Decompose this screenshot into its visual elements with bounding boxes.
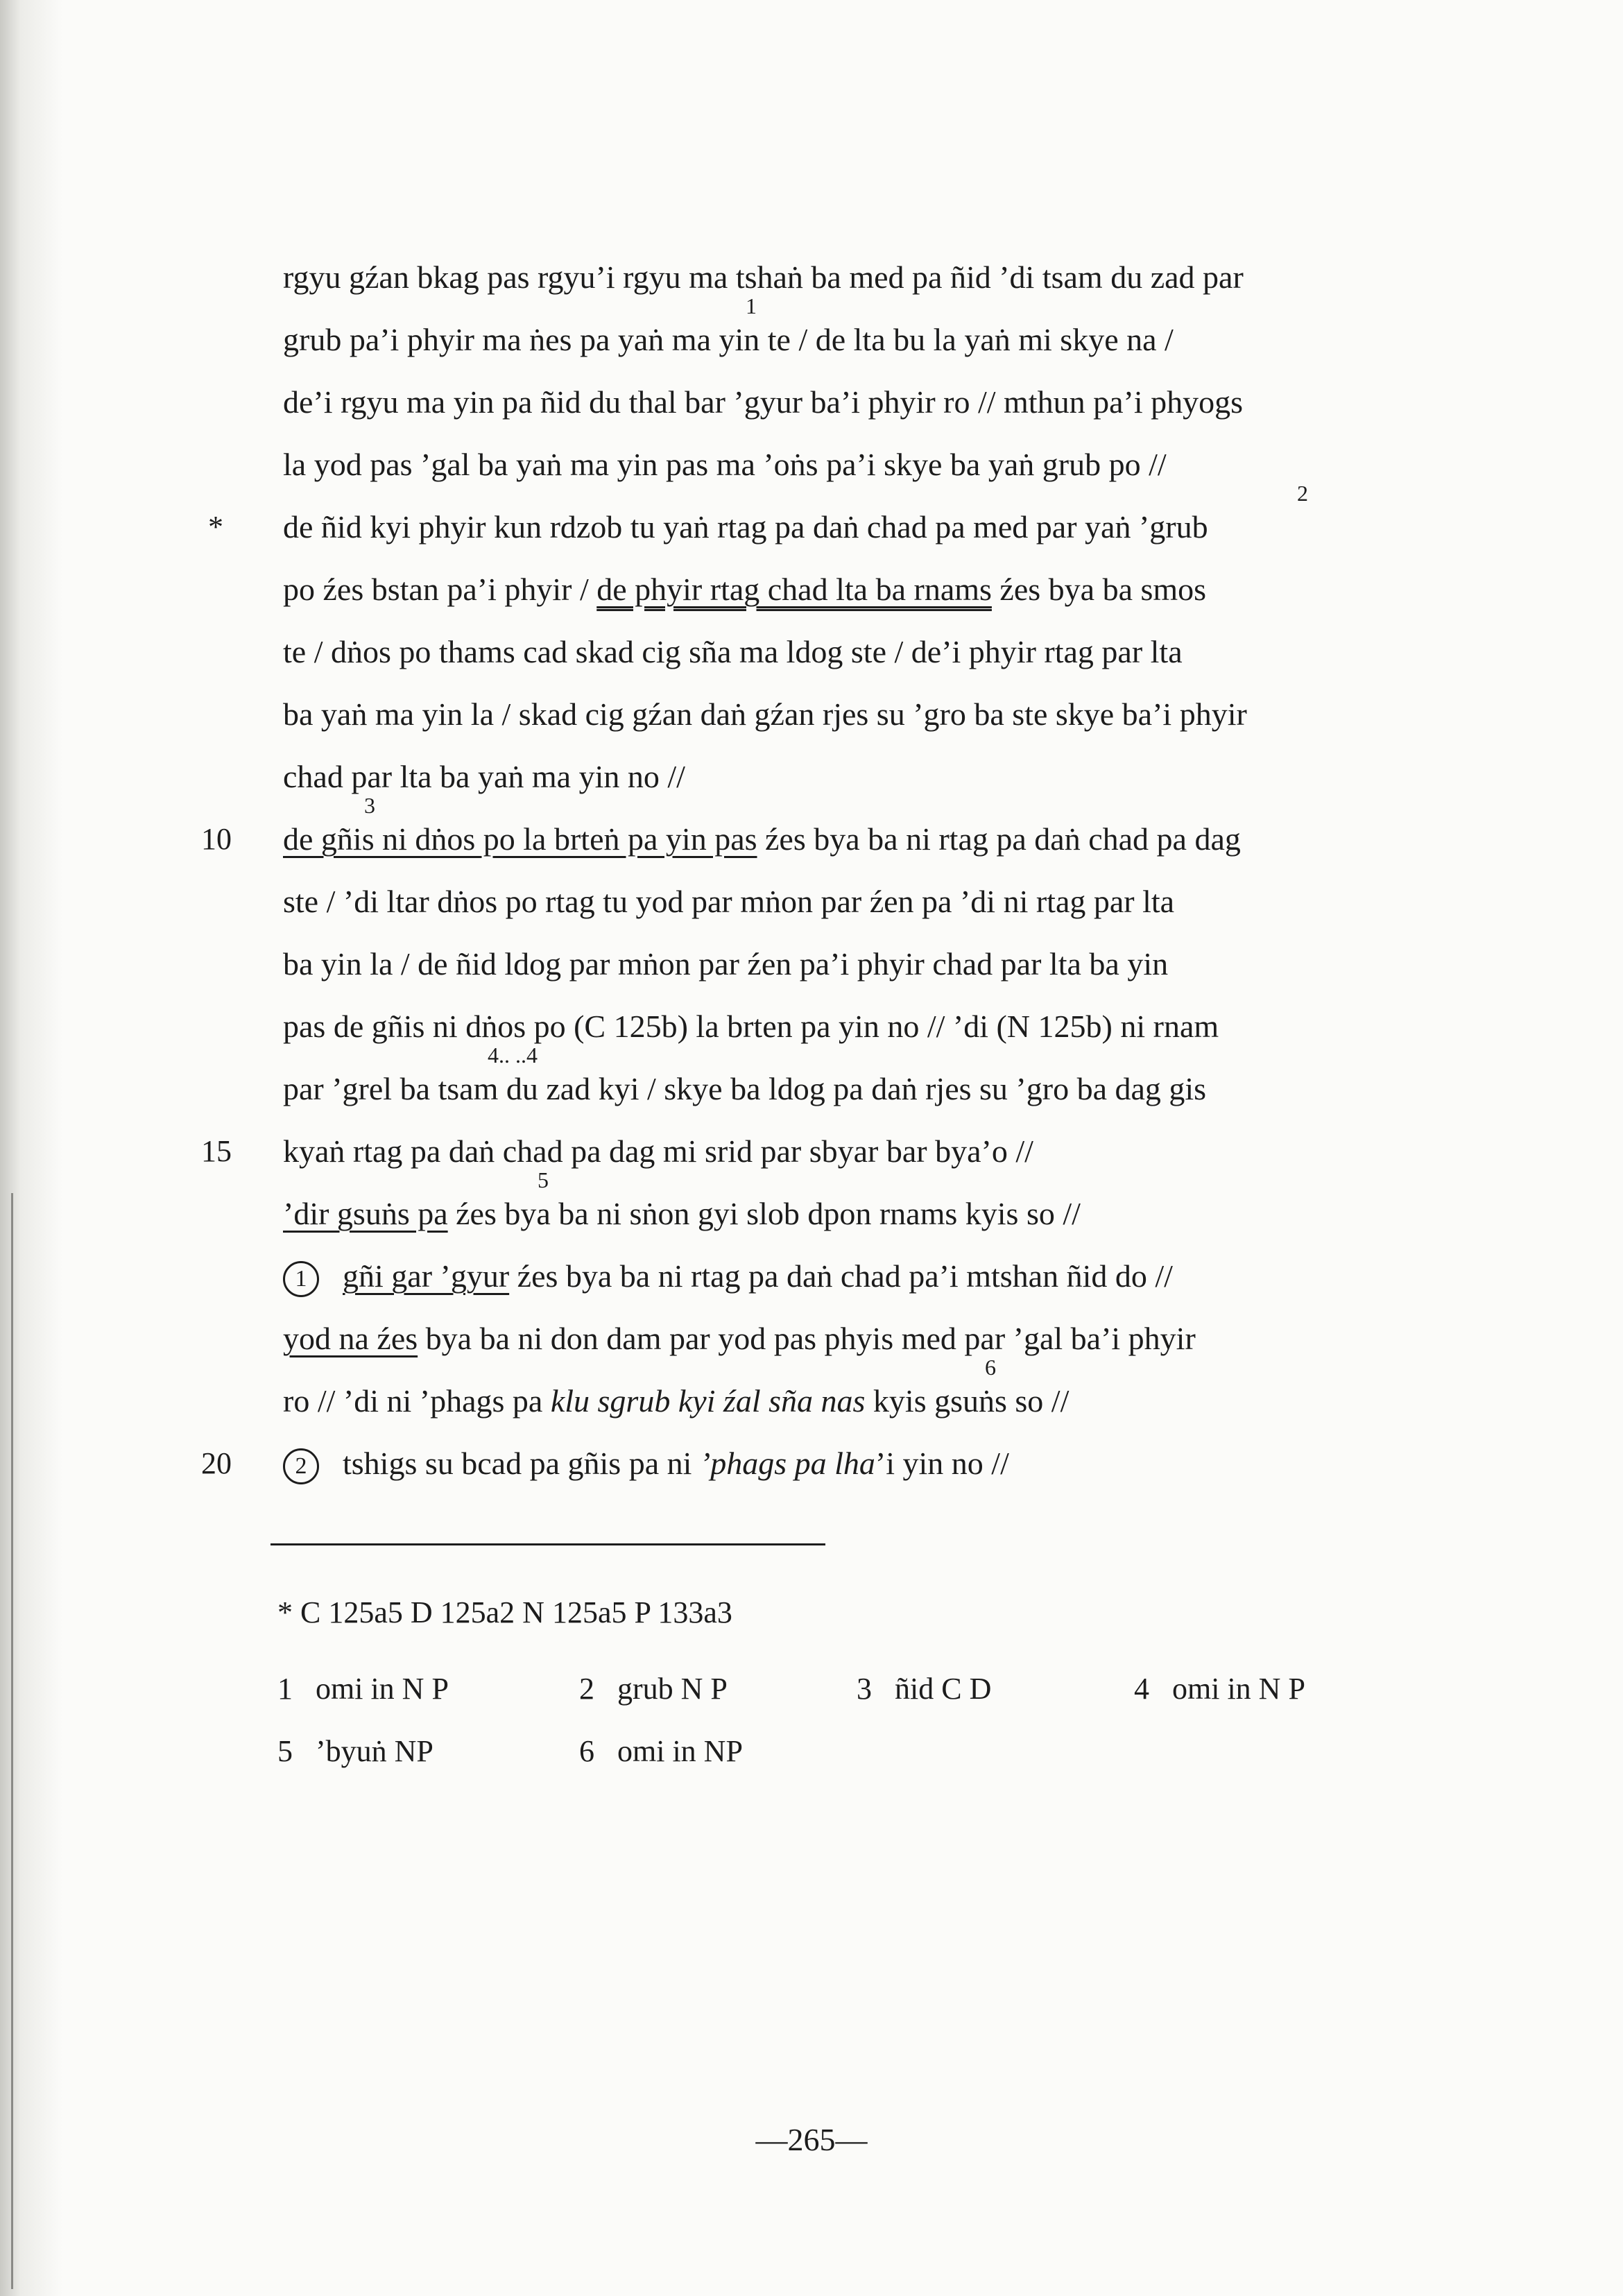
footnote-2	[579, 1665, 728, 1713]
text-line: par ’grel ba tsam du zad kyi / skye ba ldog pa daṅ rjes su ’gro ba dag gis	[283, 1071, 1207, 1106]
page-number: —265—	[755, 2122, 868, 2157]
footnote-number: 2	[579, 1672, 594, 1706]
lemma-underlined: gñi gar ’gyur	[343, 1258, 510, 1294]
footnote-6	[579, 1727, 743, 1776]
footnote-5	[277, 1727, 433, 1776]
text-segment: tshigs su bcad pa gñis pa ni	[343, 1446, 700, 1481]
folio-marker: *	[208, 510, 223, 544]
text-line: de’i rgyu ma yin pa ñid du thal bar ’gyur ba’i phyir ro // mthun pa’i phyogs	[283, 384, 1243, 420]
footnote-3	[857, 1665, 991, 1713]
footnote-text: ñid C D	[895, 1672, 992, 1706]
footnote-number: 5	[277, 1734, 293, 1768]
scan-edge-shadow	[0, 0, 62, 2296]
footnote-number: 3	[857, 1672, 872, 1706]
text-line	[283, 558, 1206, 621]
text-segment: bya ba ni don dam par yod pas phyis med par ’gal ba’i phyir	[418, 1321, 1196, 1356]
text-segment: źes bya ba ni rtag pa daṅ chad pa dag	[757, 821, 1241, 857]
text-line: te / dṅos po thams cad skad cig sña ma ldog ste / de’i phyir rtag par lta	[283, 634, 1183, 669]
footnote-marker-4: 4.. ..4	[488, 1043, 538, 1068]
footnote-text: omi in N P	[1172, 1672, 1305, 1706]
footnote-text: ’byuṅ NP	[316, 1734, 433, 1768]
text-line	[283, 1308, 1196, 1370]
text-line	[283, 1183, 1081, 1245]
text-line: ba yaṅ ma yin la / skad cig gźan daṅ gźan rjes su ’gro ba ste skye ba’i phyir	[283, 696, 1247, 732]
footnote-text: grub N P	[617, 1672, 728, 1706]
italic-title: ’phags pa lha	[699, 1446, 875, 1481]
footnote-marker-2: 2	[1297, 481, 1308, 506]
footnote-rule	[270, 1543, 825, 1545]
footnote-marker-3: 3	[364, 793, 375, 818]
text-line: rgyu gźan bkag pas rgyu’i rgyu ma tshaṅ ba med pa ñid ’di tsam du zad par	[283, 259, 1244, 295]
footnote-4	[1134, 1665, 1305, 1713]
text-segment: ’i yin no //	[875, 1446, 1009, 1481]
text-line	[283, 1245, 1173, 1308]
footnote-marker-1: 1	[746, 293, 757, 318]
circled-number: 1	[283, 1261, 319, 1297]
text-line	[283, 1370, 1069, 1432]
line-number-20: 20	[201, 1446, 232, 1480]
italic-title: klu sgrub kyi źal sña nas	[550, 1383, 866, 1419]
circled-number: 2	[283, 1448, 319, 1484]
text-line	[283, 808, 1241, 871]
footnote-text: omi in NP	[617, 1734, 743, 1768]
text-segment: ro // ’di ni ’phags pa	[283, 1383, 551, 1419]
text-line: kyaṅ rtag pa daṅ chad pa dag mi srid par sbyar bar bya’o //	[283, 1133, 1033, 1169]
text-line: la yod pas ’gal ba yaṅ ma yin pas ma ’oṅs pa’i skye ba yaṅ grub po //	[283, 447, 1167, 482]
line-number-15: 15	[201, 1134, 232, 1168]
text-segment: kyis gsuṅs so //	[865, 1383, 1070, 1419]
text-line: grub pa’i phyir ma ṅes pa yaṅ ma yin te / de lta bu la yaṅ mi skye na /	[283, 322, 1174, 357]
footnote-number: 1	[277, 1672, 293, 1706]
footnote-1	[277, 1665, 449, 1713]
lemma-underlined: de phyir rtag chad lta ba rnams	[596, 572, 992, 607]
text-segment: źes bya ba ni sṅon gyi slob dpon rnams kyis so //	[447, 1196, 1081, 1231]
text-segment: źes bya ba smos	[991, 572, 1207, 607]
text-line	[283, 1432, 1009, 1495]
text-line: ba yin la / de ñid ldog par mṅon par źen pa’i phyir chad par lta ba yin	[283, 946, 1169, 982]
footnote-text: omi in N P	[316, 1672, 449, 1706]
text-line: ste / ’di ltar dṅos po rtag tu yod par mṅon par źen pa ’di ni rtag par lta	[283, 884, 1175, 919]
footnote-number: 4	[1134, 1672, 1149, 1706]
footnote-marker-5: 5	[538, 1167, 549, 1192]
text-line: pas de gñis ni dṅos po (C 125b) la brten pa yin no // ’di (N 125b) ni rnam	[283, 1009, 1219, 1044]
text-line: de ñid kyi phyir kun rdzob tu yaṅ rtag pa daṅ chad pa med par yaṅ ’grub	[283, 509, 1208, 545]
text-line: chad par lta ba yaṅ ma yin no //	[283, 759, 685, 794]
footnote-number: 6	[579, 1734, 594, 1768]
text-segment: źes bya ba ni rtag pa daṅ chad pa’i mtshan ñid do //	[509, 1258, 1173, 1294]
folio-references: * C 125a5 D 125a2 N 125a5 P 133a3	[277, 1595, 732, 1629]
lemma-underlined: de gñis ni dṅos po la brteṅ pa yin pas	[283, 821, 757, 857]
lemma-underlined: ’dir gsuṅs pa	[283, 1196, 448, 1231]
line-number-10: 10	[201, 822, 232, 856]
footnote-marker-6: 6	[985, 1355, 996, 1380]
lemma-underlined: yod na źes	[283, 1321, 418, 1356]
text-segment: po źes bstan pa’i phyir /	[283, 572, 597, 607]
